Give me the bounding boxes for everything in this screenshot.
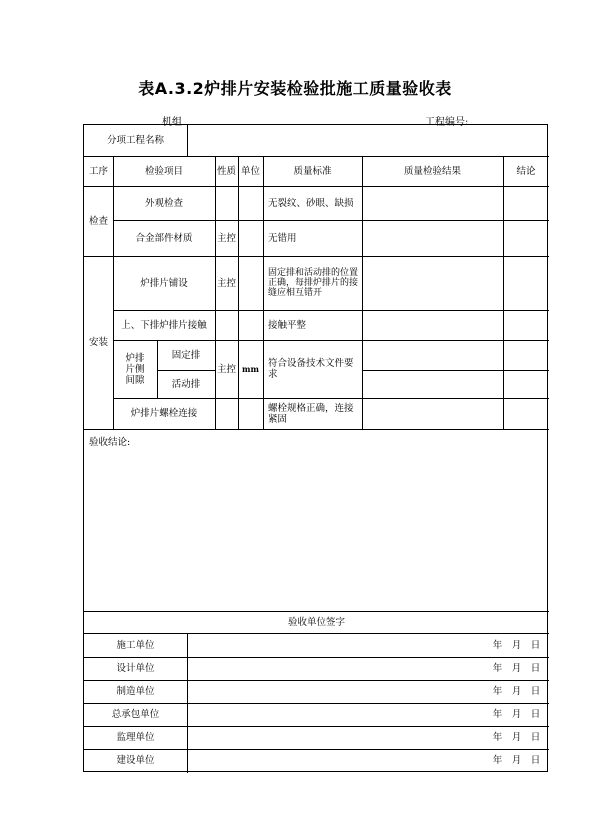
item-bolt: 炉排片螺栓连接	[130, 408, 198, 419]
sign-unit-owner: 建设单位	[116, 755, 155, 766]
sign-unit-general-contractor: 总承包单位	[111, 709, 160, 720]
sign-unit-manufacture: 制造单位	[116, 686, 155, 697]
unit-label: 机组	[162, 117, 182, 128]
item-contact: 上、下排炉排片接触	[121, 319, 207, 331]
item-appearance: 外观检查	[144, 197, 183, 209]
sign-date-manufacture: 年 月 日	[492, 686, 541, 697]
nature-alloy: 主控	[216, 232, 236, 244]
form-title: 表A.3.2炉排片安装检验批施工质量验收表	[138, 79, 452, 98]
acceptance-conclusion: 验收结论:	[89, 437, 131, 448]
sign-date-design: 年 月 日	[492, 663, 541, 674]
col-item: 检验项目	[144, 165, 183, 177]
nature-contact	[215, 310, 238, 340]
sub-project-label: 分项工程名称	[106, 135, 164, 146]
item-alloy: 合金部件材质	[135, 232, 193, 244]
gap-fixed: 固定排	[171, 349, 201, 361]
nature-laying: 主控	[216, 277, 236, 289]
sign-unit-design: 设计单位	[116, 663, 155, 674]
standard-laying: 固定排和活动排的位置正确，每排炉排片的接缝应相互错开	[268, 268, 359, 298]
standard-bolt: 螺栓规格正确，连接紧固	[268, 402, 354, 425]
standard-gap: 符合设备技术文件要求	[268, 358, 354, 380]
sign-unit-supervision: 监理单位	[116, 732, 155, 743]
sub-project-value[interactable]	[188, 125, 549, 156]
col-result: 质量检验结果	[403, 165, 461, 177]
signature-title: 验收单位签字	[287, 616, 345, 628]
col-conclusion: 结论	[516, 165, 536, 177]
nature-appearance	[215, 186, 238, 220]
standard-alloy: 无错用	[268, 232, 297, 244]
sign-unit-construction: 施工单位	[116, 639, 155, 651]
group-inspect: 检查	[88, 215, 108, 227]
sign-date-supervision: 年 月 日	[492, 732, 541, 743]
project-no-label: 工程编号:	[425, 117, 469, 128]
standard-contact: 接触平整	[268, 319, 307, 331]
gap-moving: 活动排	[171, 378, 201, 390]
col-process: 工序	[88, 165, 108, 177]
item-laying: 炉排片铺设	[140, 277, 188, 289]
grid-line	[362, 370, 549, 371]
nature-gap: 主控	[216, 363, 236, 375]
sign-date-construction: 年 月 日	[492, 639, 541, 651]
col-nature: 性质	[216, 165, 236, 177]
grid-line	[187, 633, 188, 773]
grid-line	[362, 156, 363, 429]
unit-gap: mm	[242, 363, 259, 374]
nature-bolt	[215, 398, 238, 429]
sign-date-owner: 年 月 日	[492, 755, 541, 766]
group-install: 安装	[88, 337, 108, 348]
col-standard: 质量标准	[293, 165, 332, 177]
sign-date-general-contractor: 年 月 日	[492, 709, 541, 720]
grid-line	[503, 156, 504, 429]
inspection-form	[83, 124, 548, 772]
standard-appearance: 无裂纹、砂眼、缺损	[268, 197, 354, 209]
col-unit: 单位	[240, 165, 260, 177]
item-gap: 炉排片侧间隙	[125, 352, 145, 386]
